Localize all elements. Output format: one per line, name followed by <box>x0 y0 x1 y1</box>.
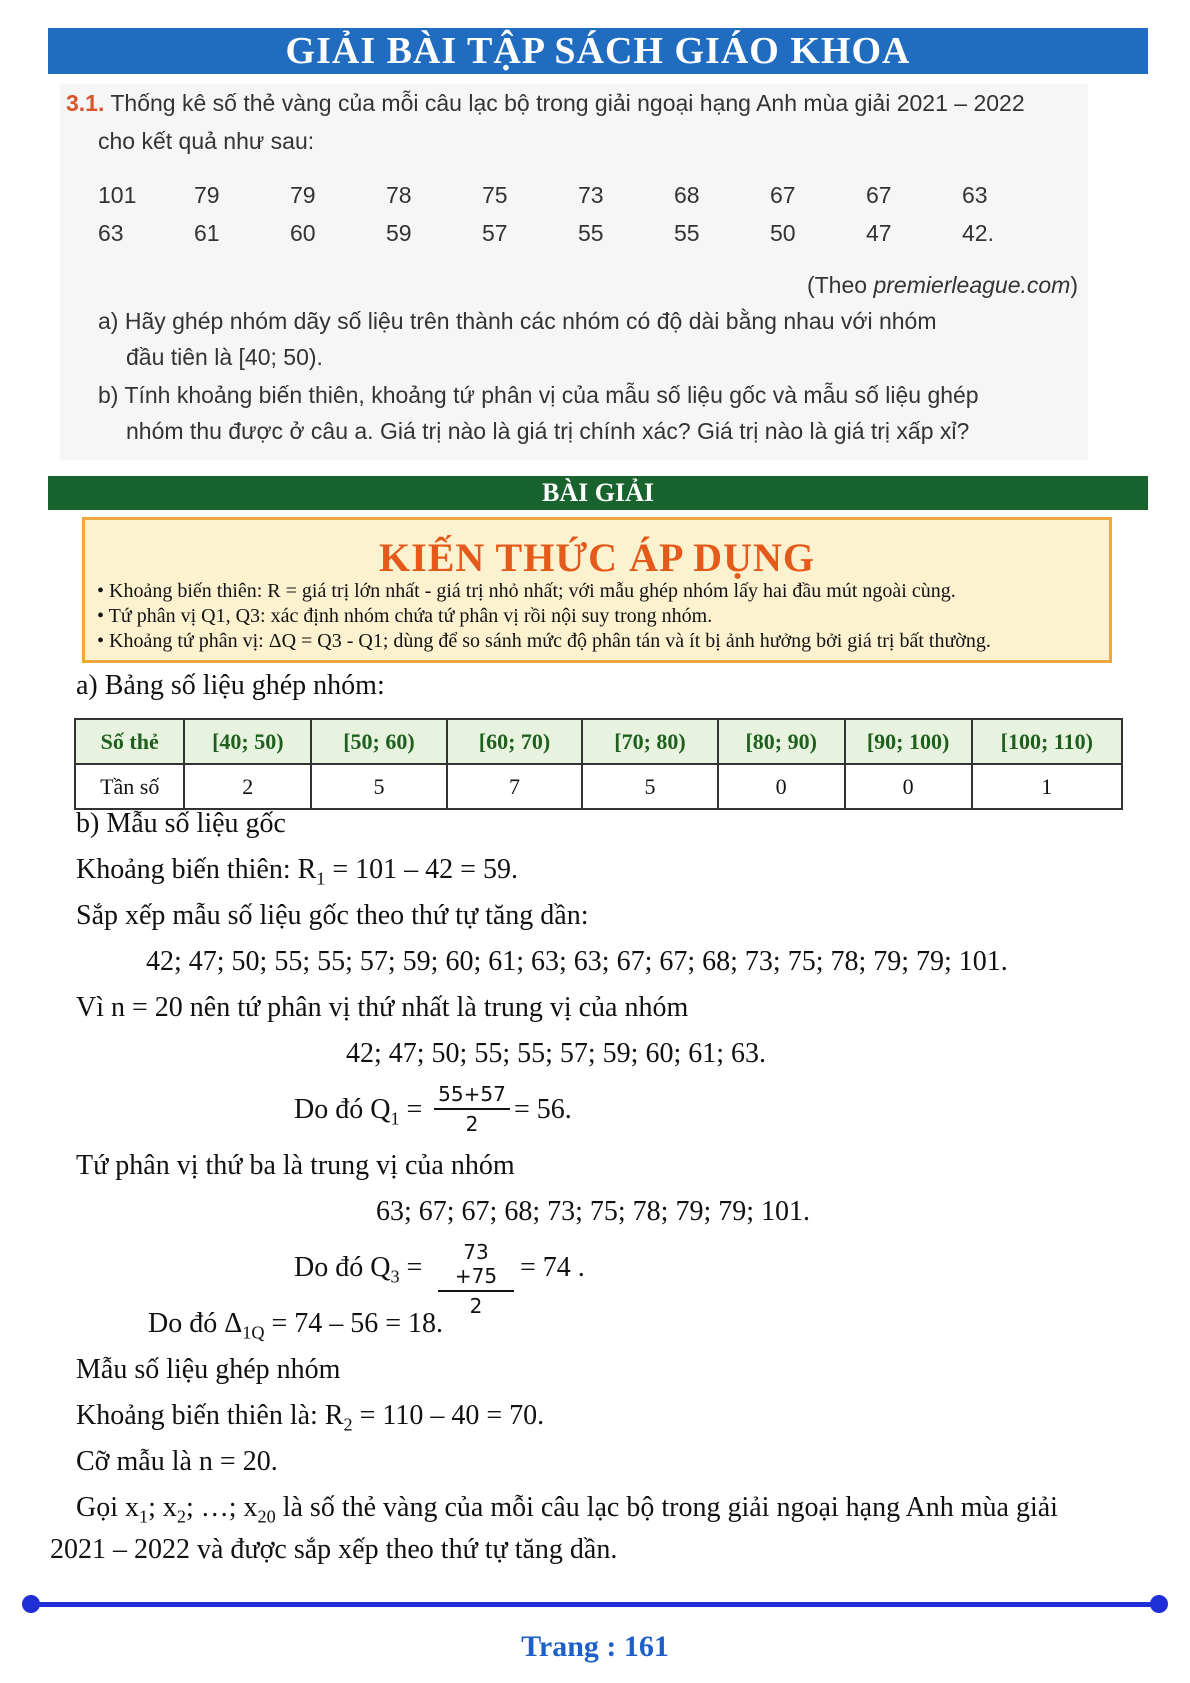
q1-sub: 1 <box>390 1108 400 1129</box>
table-header-cell: Số thẻ <box>75 719 184 764</box>
q1-numerator: 55+57 <box>438 1082 506 1106</box>
q1-result: = 56. <box>514 1094 572 1125</box>
data-value: 57 <box>482 220 508 246</box>
range-2-sub: 2 <box>343 1414 353 1435</box>
sorted-data: 42; 47; 50; 55; 55; 57; 59; 60; 61; 63; 63; 67; 67; 68; 73; 75; 78; 79; 79; 101. <box>146 946 1008 977</box>
knowledge-item: • Khoảng tứ phân vị: ΔQ = Q3 - Q1; dùng để so sánh mức độ phân tán và ít bị ảnh hưởng bởi giá trị bất thường. <box>97 630 991 652</box>
knowledge-title: KIẾN THỨC ÁP DỤNG <box>379 535 815 580</box>
call-variables-line-2: 2021 – 2022 và được sắp xếp theo thứ tự tăng dần. <box>50 1534 618 1565</box>
problem-part-a-line-2: đầu tiên là [40; 50). <box>126 344 323 370</box>
call-text: ; x <box>148 1492 177 1523</box>
data-value: 55 <box>674 220 700 246</box>
knowledge-item: • Tứ phân vị Q1, Q3: xác định nhóm chứa tứ phân vị rồi nội suy trong nhóm. <box>97 605 713 627</box>
delta-value: = 74 – 56 = 18. <box>264 1308 444 1339</box>
q1-explanation: Vì n = 20 nên tứ phân vị thứ nhất là trung vị của nhóm <box>76 992 689 1023</box>
data-value: 63 <box>962 182 988 208</box>
table-cell: 5 <box>582 764 718 809</box>
data-value: 47 <box>866 220 892 246</box>
page-header-title: GIẢI BÀI TẬP SÁCH GIÁO KHOA <box>48 28 1148 74</box>
table-header-cell: [100; 110) <box>972 719 1122 764</box>
q3-sub: 3 <box>390 1266 400 1287</box>
q3-lhs <box>294 1252 422 1288</box>
data-value: 42. <box>962 220 994 246</box>
table-header-cell: [90; 100) <box>845 719 972 764</box>
knowledge-item: • Khoảng biến thiên: R = giá trị lớn nhất - giá trị nhỏ nhất; với mẫu ghép nhóm lấy hai đầu mút ngoài cùng. <box>97 580 956 602</box>
table-header-cell: [80; 90) <box>718 719 845 764</box>
problem-part-b-line-2: nhóm thu được ở câu a. Giá trị nào là giá trị chính xác? Giá trị nào là giá trị xấp xỉ? <box>126 418 970 444</box>
table-cell: 5 <box>311 764 447 809</box>
data-value: 68 <box>674 182 700 208</box>
footer-dot-right <box>1150 1595 1168 1613</box>
data-value: 61 <box>194 220 220 246</box>
grouped-frequency-table <box>74 718 1123 810</box>
range-2-value: = 110 – 40 = 70. <box>352 1400 545 1431</box>
q1-lhs <box>294 1094 422 1130</box>
call-variables-line-1 <box>76 1492 1058 1528</box>
problem-box <box>60 84 1088 460</box>
data-value: 63 <box>98 220 124 246</box>
sort-text: Sắp xếp mẫu số liệu gốc theo thứ tự tăng dần: <box>76 900 589 931</box>
range-1-label: Khoảng biến thiên: R <box>76 854 317 885</box>
data-value: 79 <box>194 182 220 208</box>
interquartile-range-original <box>148 1308 443 1344</box>
table-cell: 0 <box>845 764 972 809</box>
table-header-cell: [50; 60) <box>311 719 447 764</box>
range-1-value: = 101 – 42 = 59. <box>325 854 518 885</box>
data-value: 79 <box>290 182 316 208</box>
range-grouped <box>76 1400 544 1436</box>
footer-dot-left <box>22 1595 40 1613</box>
q3-numerator: 73 +75 <box>454 1240 498 1288</box>
table-cell: 0 <box>718 764 845 809</box>
problem-number: 3.1. <box>66 90 105 116</box>
range-1-sub: 1 <box>316 868 326 889</box>
part-b-heading: b) Mẫu số liệu gốc <box>76 808 286 839</box>
table-row <box>75 764 1122 809</box>
data-row-1 <box>98 182 1058 209</box>
problem-part-b-line-1: b) Tính khoảng biến thiên, khoảng tứ phân vị của mẫu số liệu gốc và mẫu số liệu ghép <box>98 382 979 408</box>
data-value: 67 <box>770 182 796 208</box>
range-original <box>76 854 518 890</box>
data-value: 75 <box>482 182 508 208</box>
problem-part-a-line-1: a) Hãy ghép nhóm dãy số liệu trên thành các nhóm có độ dài bằng nhau với nhóm <box>98 308 937 334</box>
call-text: là số thẻ vàng của mỗi câu lạc bộ trong giải ngoại hạng Anh mùa giải <box>275 1492 1058 1523</box>
q1-lhs-text: Do đó Q <box>294 1094 391 1125</box>
call-sub: 1 <box>139 1506 149 1527</box>
q1-group: 42; 47; 50; 55; 55; 57; 59; 60; 61; 63. <box>346 1038 767 1069</box>
data-value: 50 <box>770 220 796 246</box>
q1-equals: = <box>399 1094 423 1125</box>
solution-title: BÀI GIẢI <box>48 476 1148 510</box>
source-site: premierleague.com <box>873 272 1071 298</box>
data-value: 55 <box>578 220 604 246</box>
q3-result: = 74 . <box>520 1252 585 1283</box>
footer-divider <box>30 1602 1160 1607</box>
problem-source <box>807 272 1078 299</box>
q3-fraction <box>438 1240 514 1318</box>
delta-label: Do đó Δ <box>148 1308 243 1339</box>
table-header-cell: [70; 80) <box>582 719 718 764</box>
q3-lhs-text: Do đó Q <box>294 1252 391 1283</box>
call-sub: 2 <box>176 1506 186 1527</box>
table-cell: Tần số <box>75 764 184 809</box>
q1-fraction <box>434 1082 510 1136</box>
table-header-cell: [60; 70) <box>447 719 583 764</box>
q3-group: 63; 67; 67; 68; 73; 75; 78; 79; 79; 101. <box>376 1196 811 1227</box>
data-row-2 <box>98 220 1058 247</box>
page-number: Trang : 161 <box>521 1630 669 1663</box>
data-value: 73 <box>578 182 604 208</box>
table-header-cell: [40; 50) <box>184 719 311 764</box>
q3-denominator: 2 <box>469 1294 483 1318</box>
table-header-row <box>75 719 1122 764</box>
sample-size: Cỡ mẫu là n = 20. <box>76 1446 278 1477</box>
problem-intro-text: Thống kê số thẻ vàng của mỗi câu lạc bộ trong giải ngoại hạng Anh mùa giải 2021 – 2022 <box>110 90 1025 116</box>
source-prefix: (Theo <box>806 272 874 298</box>
call-sub: 20 <box>257 1506 276 1527</box>
problem-intro-line-2: cho kết quả như sau: <box>98 128 315 154</box>
table-cell: 7 <box>447 764 583 809</box>
call-text: Gọi x <box>76 1492 139 1523</box>
call-text: ; …; x <box>185 1492 258 1523</box>
data-value: 60 <box>290 220 316 246</box>
q1-denominator: 2 <box>465 1112 479 1136</box>
part-a-heading: a) Bảng số liệu ghép nhóm: <box>76 670 385 701</box>
data-value: 59 <box>386 220 412 246</box>
knowledge-box <box>82 517 1112 663</box>
data-value: 101 <box>98 182 137 208</box>
delta-sub: 1Q <box>242 1322 265 1343</box>
data-value: 67 <box>866 182 892 208</box>
range-2-label: Khoảng biến thiên là: R <box>76 1400 344 1431</box>
source-suffix: ) <box>1070 272 1078 298</box>
data-value: 78 <box>386 182 412 208</box>
table-cell: 1 <box>972 764 1122 809</box>
fraction-bar <box>438 1290 514 1292</box>
grouped-heading: Mẫu số liệu ghép nhóm <box>76 1354 341 1385</box>
fraction-bar <box>434 1108 510 1110</box>
table-cell: 2 <box>184 764 311 809</box>
q3-explanation: Tứ phân vị thứ ba là trung vị của nhóm <box>76 1150 515 1181</box>
q3-equals: = <box>399 1252 423 1283</box>
problem-intro-line-1 <box>66 90 1025 117</box>
